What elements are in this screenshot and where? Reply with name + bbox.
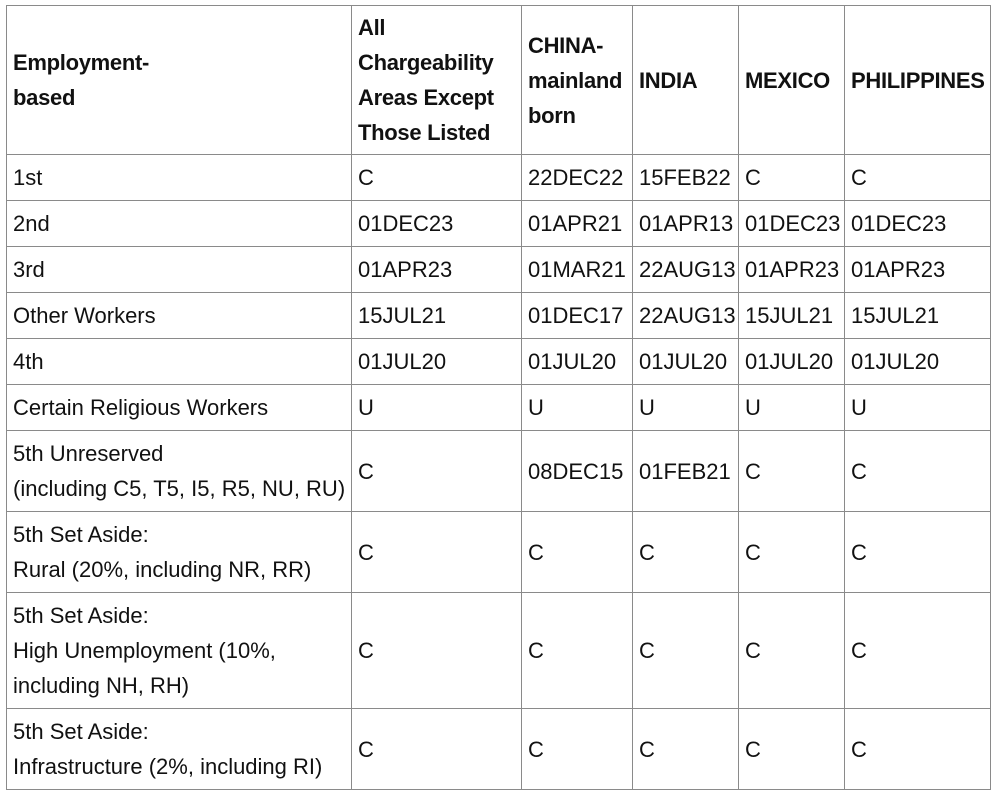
cell-all-chargeability: 01APR23 [352,247,522,293]
cell-mexico: 01JUL20 [739,339,845,385]
cell-mexico: 01DEC23 [739,201,845,247]
table-row [7,201,991,247]
cell-mexico: U [739,385,845,431]
cell-india: C [633,512,739,593]
row-category: 5th Set Aside: High Unemployment (10%, including NH, RH) [7,593,352,709]
cell-india: 01FEB21 [633,431,739,512]
row-category: 5th Set Aside: Rural (20%, including NR, RR) [7,512,352,593]
row-category: Certain Religious Workers [7,385,352,431]
cell-china: U [522,385,633,431]
cell-philippines: 15JUL21 [845,293,991,339]
cell-philippines: U [845,385,991,431]
table-row [7,293,991,339]
header-all-chargeability: All Chargeability Areas Except Those Listed [352,6,522,155]
cell-china: 01JUL20 [522,339,633,385]
cell-china: 01DEC17 [522,293,633,339]
header-china: CHINA- mainland born [522,6,633,155]
cell-mexico: C [739,709,845,790]
cell-philippines: C [845,593,991,709]
header-mexico: MEXICO [739,6,845,155]
cell-all-chargeability: C [352,593,522,709]
visa-bulletin-table [6,5,991,790]
cell-all-chargeability: C [352,709,522,790]
cell-mexico: C [739,155,845,201]
cell-philippines: 01DEC23 [845,201,991,247]
cell-all-chargeability: C [352,512,522,593]
cell-china: 22DEC22 [522,155,633,201]
cell-india: 22AUG13 [633,247,739,293]
cell-philippines: 01APR23 [845,247,991,293]
cell-philippines: C [845,709,991,790]
row-category: 2nd [7,201,352,247]
table-row [7,709,991,790]
table-row [7,339,991,385]
table-row [7,247,991,293]
cell-all-chargeability: C [352,431,522,512]
cell-india: 22AUG13 [633,293,739,339]
cell-china: C [522,709,633,790]
cell-all-chargeability: 01DEC23 [352,201,522,247]
header-row [7,6,991,155]
cell-all-chargeability: U [352,385,522,431]
row-category: 3rd [7,247,352,293]
cell-india: 01APR13 [633,201,739,247]
cell-china: C [522,593,633,709]
header-india: INDIA [633,6,739,155]
cell-mexico: 01APR23 [739,247,845,293]
table-row [7,385,991,431]
cell-india: U [633,385,739,431]
cell-all-chargeability: 01JUL20 [352,339,522,385]
cell-china: C [522,512,633,593]
table-row [7,593,991,709]
cell-mexico: C [739,512,845,593]
cell-philippines: C [845,431,991,512]
cell-philippines: C [845,512,991,593]
header-employment-based: Employment- based [7,6,352,155]
cell-india: 15FEB22 [633,155,739,201]
row-category: 1st [7,155,352,201]
cell-india: 01JUL20 [633,339,739,385]
cell-mexico: 15JUL21 [739,293,845,339]
row-category: 5th Set Aside: Infrastructure (2%, including RI) [7,709,352,790]
table-row [7,155,991,201]
row-category: 5th Unreserved (including C5, T5, I5, R5, NU, RU) [7,431,352,512]
cell-china: 08DEC15 [522,431,633,512]
cell-mexico: C [739,593,845,709]
cell-china: 01APR21 [522,201,633,247]
cell-all-chargeability: 15JUL21 [352,293,522,339]
cell-all-chargeability: C [352,155,522,201]
cell-india: C [633,709,739,790]
cell-india: C [633,593,739,709]
cell-philippines: 01JUL20 [845,339,991,385]
table-row [7,512,991,593]
table-row [7,431,991,512]
row-category: 4th [7,339,352,385]
cell-china: 01MAR21 [522,247,633,293]
header-philippines: PHILIPPINES [845,6,991,155]
cell-mexico: C [739,431,845,512]
row-category: Other Workers [7,293,352,339]
cell-philippines: C [845,155,991,201]
